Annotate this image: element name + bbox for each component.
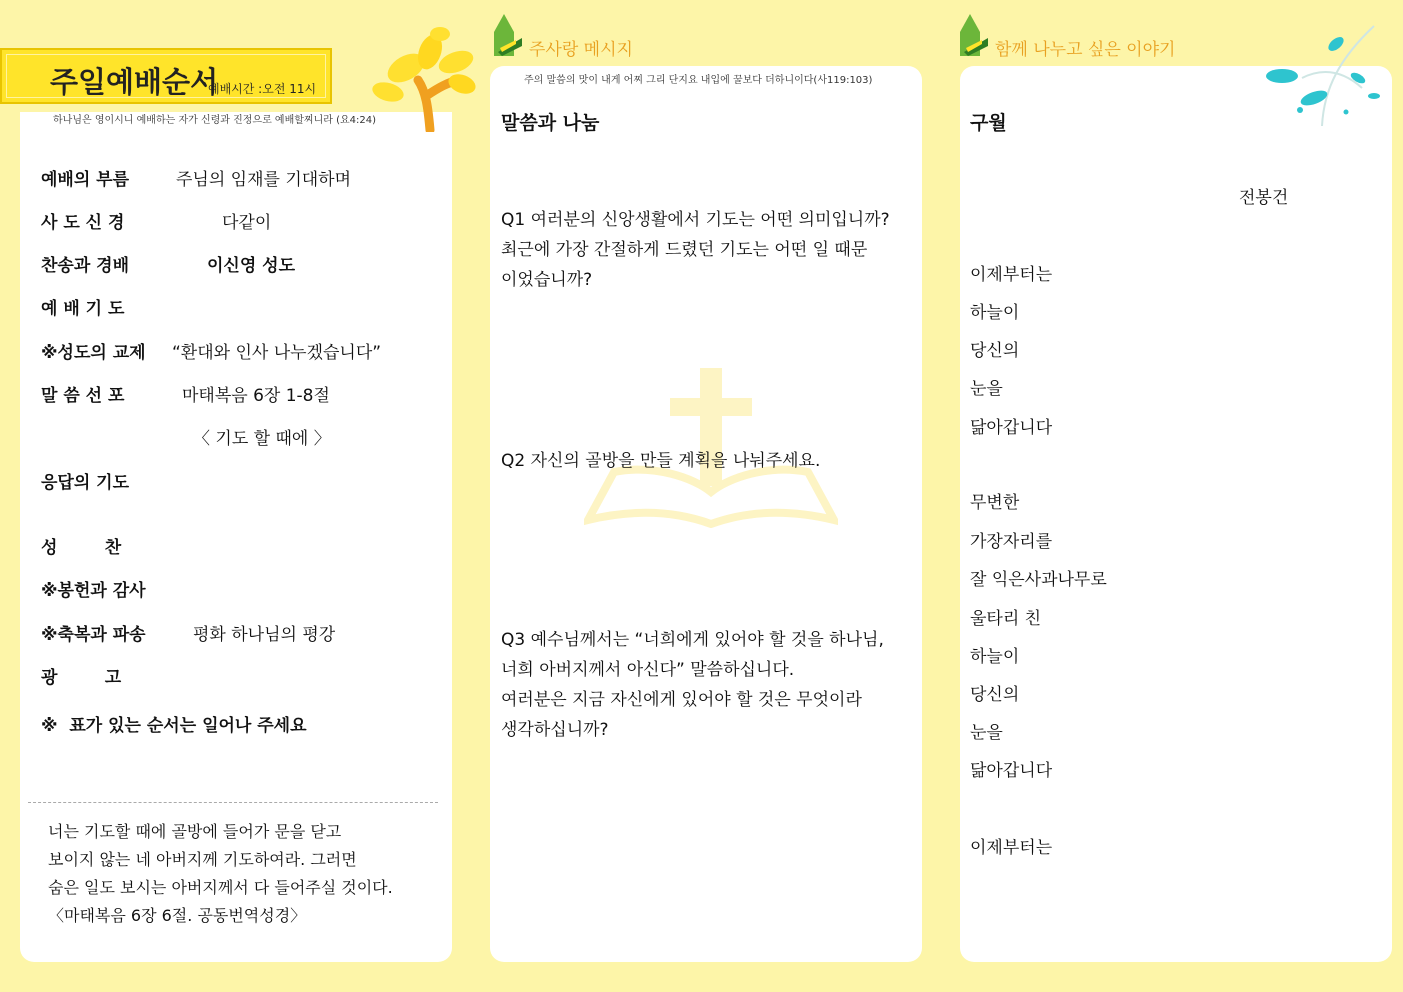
poem-line: 하늘이 [970,303,1020,323]
arrow-logo-icon [958,12,992,58]
order-item-label: 말 씀 선 포 [41,386,125,406]
message-title: 말씀과 나눔 [501,112,600,134]
order-item-label: 예배의 부름 [41,170,130,190]
poem-line: 잘 익은사과나무로 [970,570,1107,590]
question-line: Q3 예수님께서는 “너희에게 있어야 할 것을 하나님, [501,630,884,650]
order-item-label: ※축복과 파송 [41,625,146,645]
tree-icon [368,22,478,132]
poem-line: 당신의 [970,685,1020,705]
order-verse: 하나님은 영이시니 예배하는 자가 신령과 진정으로 예배할찌니라 (요4:24) [53,115,376,126]
quote-line: 〈마태복음 6장 6절. 공동번역성경〉 [48,906,307,925]
poem-title: 구월 [970,112,1007,134]
order-item-label: 광 고 [41,668,122,688]
poem-line: 눈을 [970,379,1003,399]
poem-line: 닮아갑니다 [970,418,1053,438]
order-item-value: “환대와 인사 나누겠습니다” [172,343,382,363]
order-item-label: 사 도 신 경 [41,213,125,233]
story-panel [960,66,1392,962]
order-item-value: 〈 기도 할 때에 〉 [193,429,331,449]
question-line: 너희 아버지께서 아신다” 말씀하십니다. [501,660,795,680]
floral-ornament-icon [1262,18,1394,128]
order-item-value: 평화 하나님의 평강 [193,625,336,645]
question-line: 여러분은 지금 자신에게 있어야 할 것은 무엇이라 [501,690,862,710]
order-item-value: 주님의 임재를 기대하며 [176,170,352,190]
question-line: 이었습니까? [501,270,593,290]
arrow-logo-icon [492,12,526,58]
order-item-label: ※봉헌과 감사 [41,581,146,601]
standing-note: ※ 표가 있는 순서는 일어나 주세요 [41,716,307,736]
poem-line: 당신의 [970,341,1020,361]
order-item-value: 이신영 성도 [207,256,296,276]
question-line: 생각하십니까? [501,720,609,740]
poem-line: 이제부터는 [970,265,1053,285]
poem-line: 닮아갑니다 [970,761,1053,781]
poem-line: 하늘이 [970,647,1020,667]
divider [28,802,438,803]
poem-line: 이제부터는 [970,838,1053,858]
order-item-label: 예 배 기 도 [41,299,125,319]
quote-line: 너는 기도할 때에 골방에 들어가 문을 닫고 [48,822,342,841]
quote-line: 보이지 않는 네 아버지께 기도하여라. 그러면 [48,850,357,869]
order-item-value: 마태복음 6장 1-8절 [182,386,330,406]
order-item-label: 응답의 기도 [41,473,130,493]
question-line: Q1 여러분의 신앙생활에서 기도는 어떤 의미입니까? [501,210,890,230]
poem-line: 가장자리를 [970,532,1053,552]
quote-line: 숨은 일도 보시는 아버지께서 다 들어주실 것이다. [48,878,393,897]
order-title: 주일예배순서 [50,65,219,99]
poem-line: 눈을 [970,723,1003,743]
order-item-value: 다같이 [222,213,272,233]
message-header: 주사랑 메시지 [529,40,633,60]
order-time: 예배시간 :오전 11시 [208,82,317,96]
order-item-label: 성 찬 [41,538,122,558]
message-verse: 주의 말씀의 맛이 내게 어찌 그리 단지요 내입에 꿀보다 더하니이다(사119:103) [524,75,873,86]
poem-line: 울타리 친 [970,609,1042,629]
story-header: 함께 나누고 싶은 이야기 [995,40,1176,60]
question-line: Q2 자신의 골방을 만들 계획을 나눠주세요. [501,451,821,471]
question-line: 최근에 가장 간절하게 드렸던 기도는 어떤 일 때문 [501,240,868,260]
order-item-label: ※성도의 교제 [41,343,146,363]
order-item-label: 찬송과 경배 [41,256,130,276]
poem-line: 무변한 [970,493,1020,513]
poem-author: 전봉건 [1239,188,1289,208]
